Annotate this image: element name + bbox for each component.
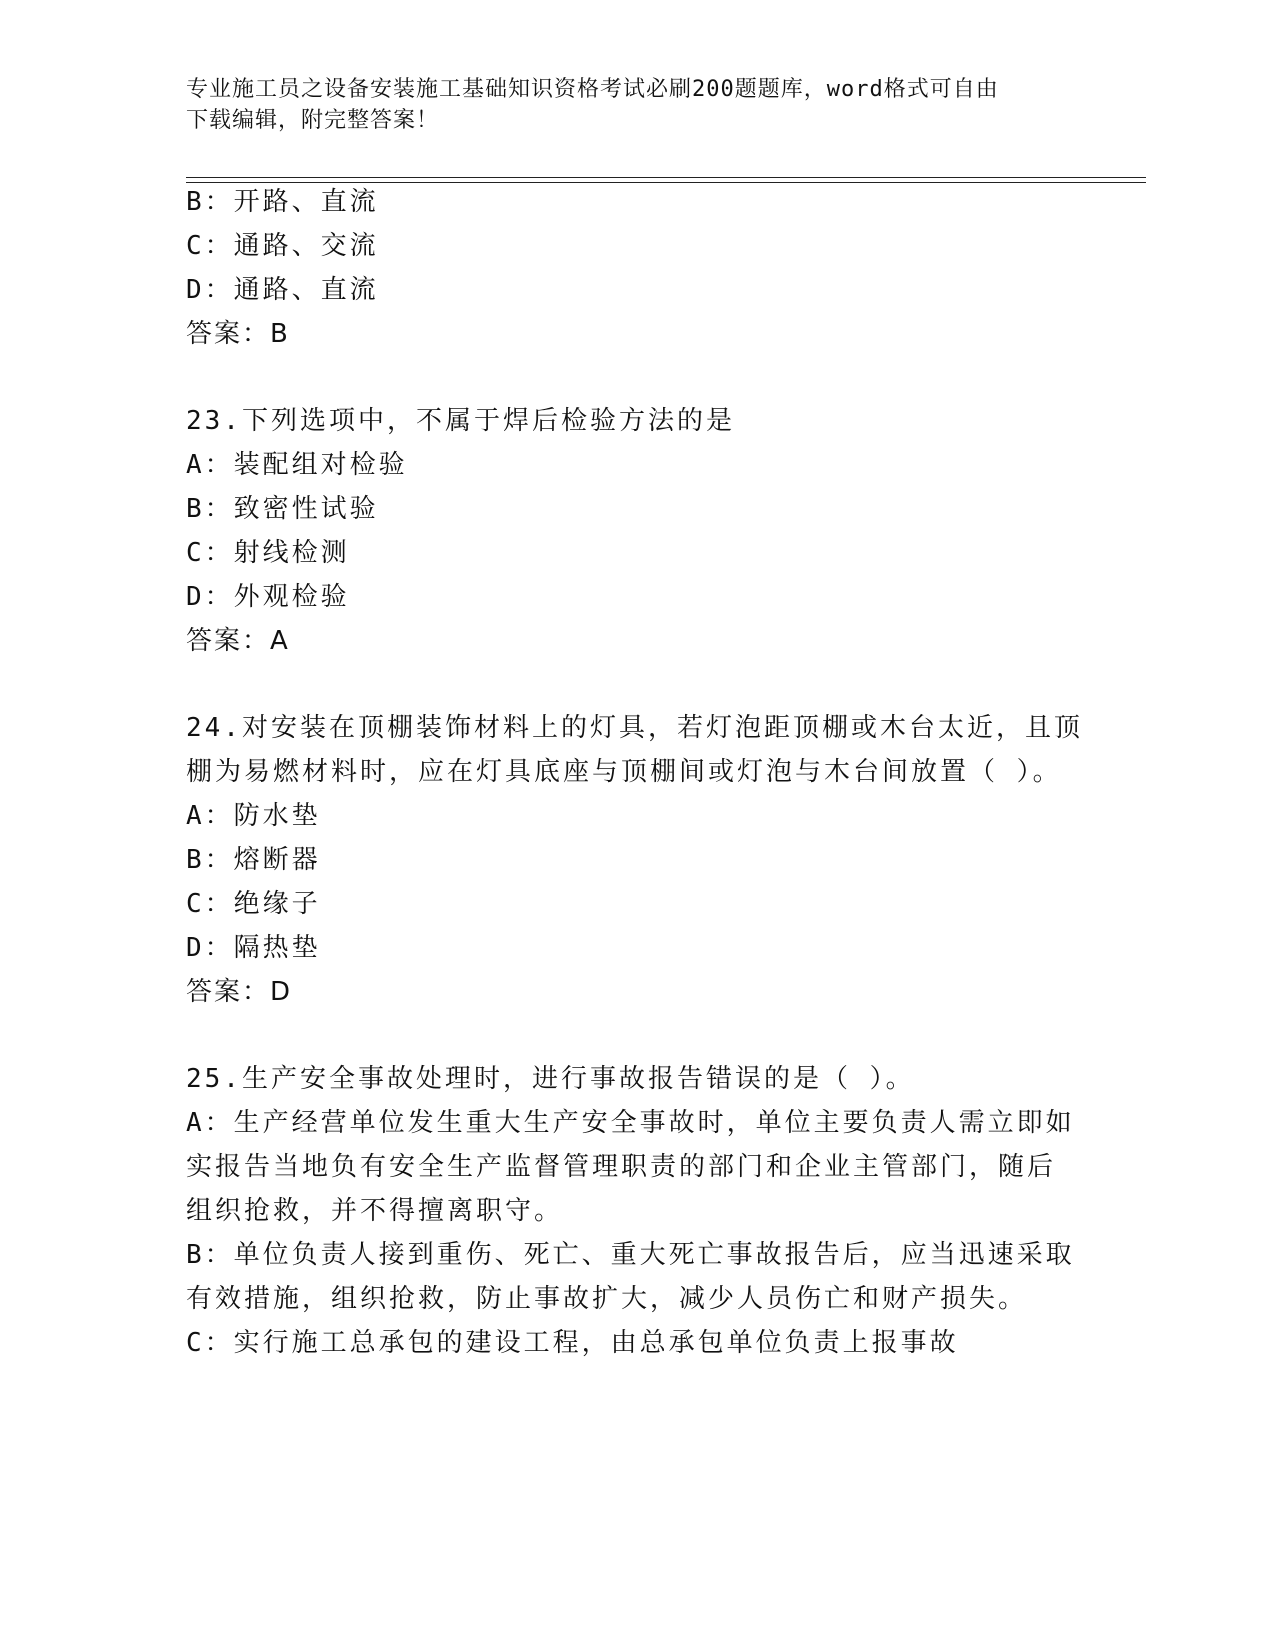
q24-option-d: D：隔热垫 bbox=[186, 933, 321, 963]
q25-option-a-line-2: 实报告当地负有安全生产监督管理职责的部门和企业主管部门，随后 bbox=[186, 1152, 1057, 1182]
q23-answer: 答案：A bbox=[186, 626, 290, 656]
q25-option-b-line-2: 有效措施，组织抢救，防止事故扩大，减少人员伤亡和财产损失。 bbox=[186, 1284, 1028, 1314]
q25-option-a-line-3: 组织抢救，并不得擅离职守。 bbox=[186, 1196, 564, 1226]
prev-option-d: D：通路、直流 bbox=[186, 275, 379, 305]
q24-stem-line-1: 24.对安装在顶棚装饰材料上的灯具，若灯泡距顶棚或木台太近，且顶 bbox=[186, 713, 1083, 743]
header-title-line-1: 专业施工员之设备安装施工基础知识资格考试必刷200题题库，word格式可自由 bbox=[186, 77, 999, 102]
q23-option-a: A：装配组对检验 bbox=[186, 450, 408, 480]
q25-option-c-line-1: C：实行施工总承包的建设工程，由总承包单位负责上报事故 bbox=[186, 1328, 959, 1358]
header-divider-bottom bbox=[186, 182, 1146, 183]
q25-option-b-line-1: B：单位负责人接到重伤、死亡、重大死亡事故报告后，应当迅速采取 bbox=[186, 1240, 1075, 1270]
prev-option-b: B：开路、直流 bbox=[186, 187, 379, 217]
q24-option-b: B：熔断器 bbox=[186, 845, 321, 875]
prev-answer: 答案：B bbox=[186, 319, 290, 349]
q23-option-b: B：致密性试验 bbox=[186, 494, 379, 524]
q24-option-a: A：防水垫 bbox=[186, 801, 321, 831]
q25-option-a-line-1: A：生产经营单位发生重大生产安全事故时，单位主要负责人需立即如 bbox=[186, 1108, 1075, 1138]
header-divider-top bbox=[186, 177, 1146, 178]
q23-option-d: D：外观检验 bbox=[186, 582, 350, 612]
q24-answer: 答案：D bbox=[186, 977, 293, 1007]
q24-stem-line-2: 棚为易燃材料时，应在灯具底座与顶棚间或灯泡与木台间放置（ ）。 bbox=[186, 757, 1062, 787]
header-title-line-2: 下载编辑，附完整答案！ bbox=[186, 108, 440, 133]
document-header bbox=[186, 74, 1066, 136]
q24-option-c: C：绝缘子 bbox=[186, 889, 321, 919]
q23-option-c: C：射线检测 bbox=[186, 538, 350, 568]
prev-option-c: C：通路、交流 bbox=[186, 231, 379, 261]
q25-stem: 25.生产安全事故处理时，进行事故报告错误的是（ ）。 bbox=[186, 1064, 915, 1094]
q23-stem: 23.下列选项中，不属于焊后检验方法的是 bbox=[186, 406, 735, 436]
